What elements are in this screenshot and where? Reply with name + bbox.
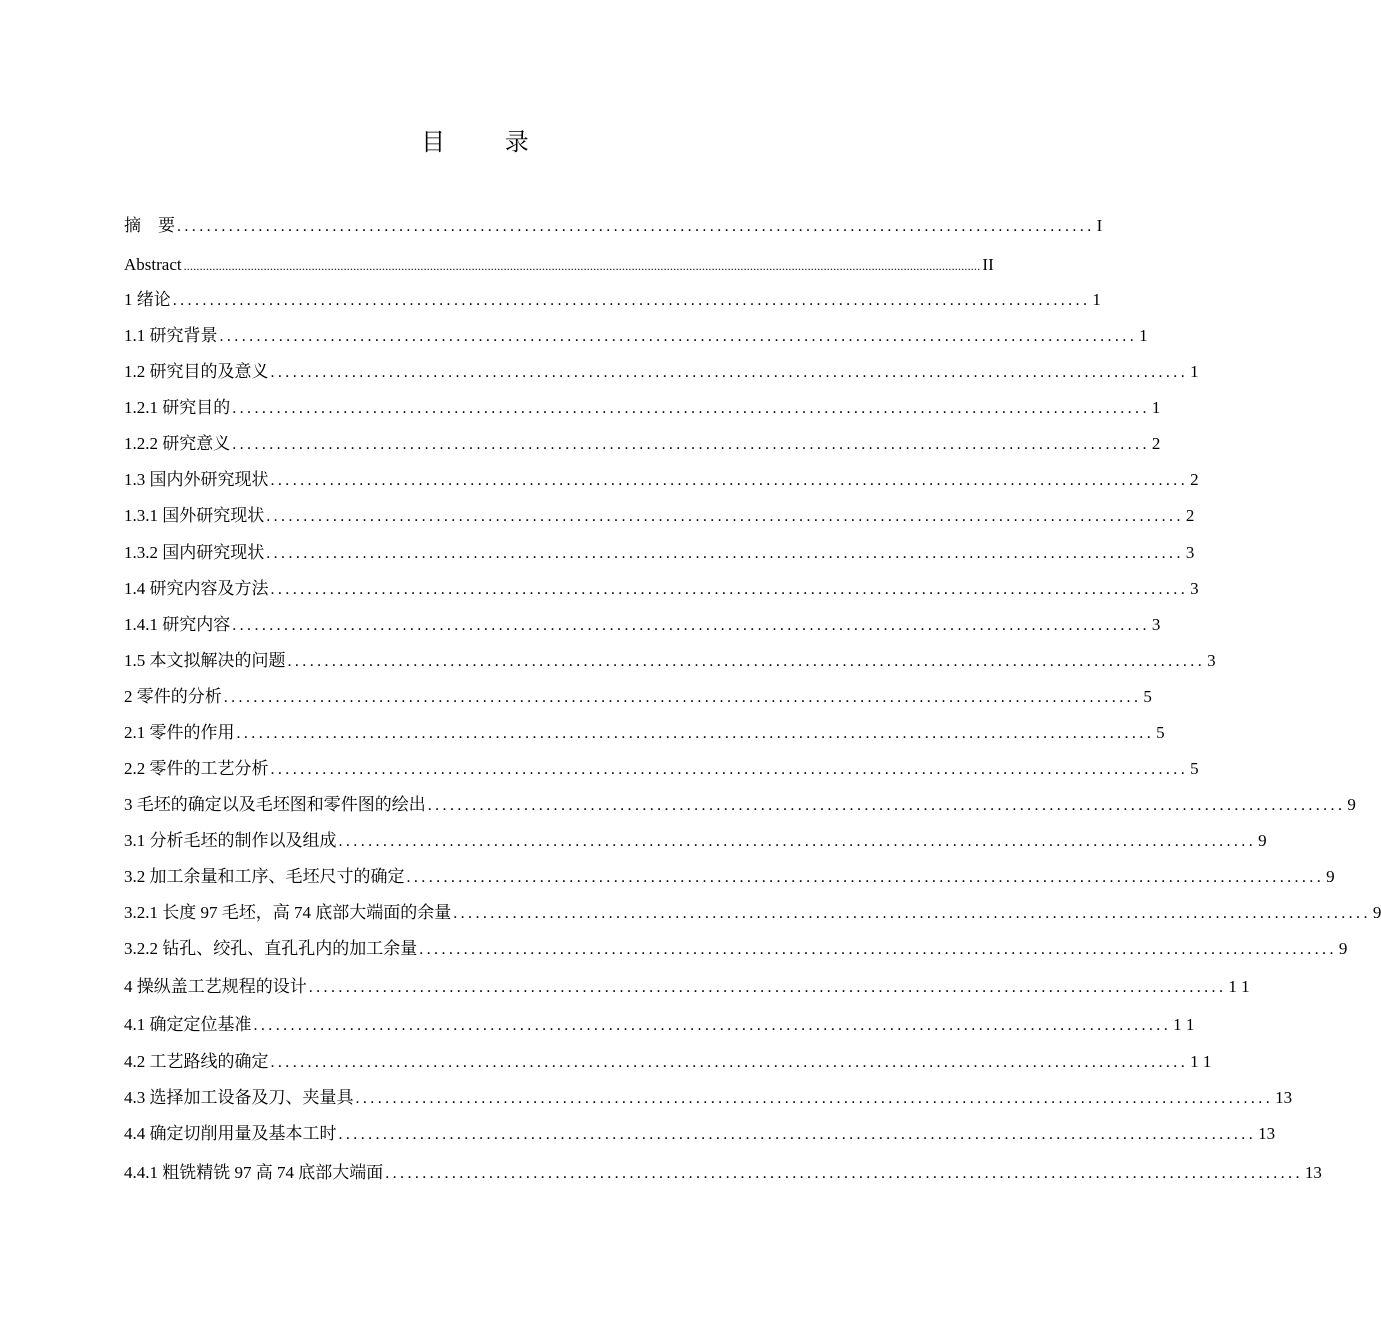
- toc-entry-label: 1.4.1 研究内容: [124, 615, 231, 634]
- toc-entry-page: 3: [1151, 615, 1161, 634]
- toc-entry-page: 1 1: [1228, 977, 1250, 996]
- toc-entry-label: 1.1 研究背景: [124, 326, 218, 345]
- toc-entry-label: 1 绪论: [124, 290, 171, 309]
- toc-entry[interactable]: [124, 1051, 1212, 1073]
- toc-leader-dots: ............................................................................................................................: [338, 1126, 1257, 1143]
- toc-entry-page: 13: [1258, 1124, 1276, 1143]
- toc-entry[interactable]: [124, 902, 1381, 924]
- toc-entry-page: 2: [1151, 434, 1161, 453]
- toc-leader-dots: ............................................................................................................................: [232, 436, 1150, 453]
- toc-entry-page: 5: [1156, 723, 1165, 742]
- toc-leader-dots: ............................................................................................................................: [232, 617, 1150, 634]
- toc-entry-label: 3.2.1 长度 97 毛坯，高 74 底部大端面的余量: [124, 903, 452, 922]
- toc-entry[interactable]: [124, 542, 1195, 564]
- toc-leader-dots: ............................................................................................................................: [453, 905, 1371, 922]
- toc-entry-label: 1.2.1 研究目的: [124, 398, 231, 417]
- toc-entry-page: 1: [1092, 290, 1101, 309]
- toc-entry-page: 9: [1258, 831, 1267, 850]
- toc-entry[interactable]: [124, 866, 1335, 888]
- toc-entry[interactable]: [124, 938, 1348, 960]
- toc-entry-label: 4.4 确定切削用量及基本工时: [124, 1124, 337, 1143]
- toc-entry-label: 3.1 分析毛坯的制作以及组成: [124, 831, 337, 850]
- toc-entry[interactable]: [124, 758, 1199, 780]
- toc-leader-dots: ............................................................................................................................: [266, 545, 1184, 562]
- toc-entry-label: 4.2 工艺路线的确定: [124, 1052, 269, 1071]
- toc-entry-page: 13: [1304, 1163, 1322, 1182]
- toc-leader-dots: ............................................................................................................................: [338, 833, 1257, 850]
- toc-leader-dots: ............................................................................................................................: [177, 218, 1095, 235]
- toc-entry-label: 1.4 研究内容及方法: [124, 579, 269, 598]
- toc-leader-dots: ............................................................................................................................: [219, 328, 1138, 345]
- toc-entry-label: 1.5 本文拟解决的问题: [124, 651, 286, 670]
- toc-entry-page: 5: [1190, 759, 1199, 778]
- toc-entry-label: 2.2 零件的工艺分析: [124, 759, 269, 778]
- toc-entry-label: 1.2.2 研究意义: [124, 434, 231, 453]
- toc-leader-dots: ............................................................................................................................: [406, 869, 1325, 886]
- toc-entry-page: 2: [1185, 506, 1195, 525]
- toc-entry-label: 1.3 国内外研究现状: [124, 470, 269, 489]
- toc-entry-page: 9: [1372, 903, 1381, 922]
- toc-entry[interactable]: [124, 1162, 1322, 1184]
- toc-entry[interactable]: [124, 361, 1199, 383]
- toc-entry-page: 1 1: [1190, 1052, 1212, 1071]
- toc-leader-dots: ............................................................................................................................: [253, 1017, 1172, 1034]
- toc-entry[interactable]: [124, 650, 1216, 672]
- toc-entry[interactable]: [124, 722, 1165, 744]
- toc-entry[interactable]: [124, 686, 1152, 708]
- toc-entry[interactable]: [124, 215, 1103, 237]
- toc-entry-label: 1.3.1 国外研究现状: [124, 506, 265, 525]
- toc-leader-dots: ............................................................................................................................: [287, 653, 1206, 670]
- toc-leader-dots: ............................................................................................................................: [419, 941, 1337, 958]
- toc-leader-dots: ............................................................................................................................: [270, 581, 1189, 598]
- toc-entry-page: 9: [1326, 867, 1335, 886]
- toc-entry-page: 2: [1190, 470, 1199, 489]
- toc-entry-label: 摘 要: [124, 216, 175, 235]
- toc-entry-page: 3: [1207, 651, 1216, 670]
- toc-entry-page: 1 1: [1173, 1015, 1195, 1034]
- toc-entry-label: Abstract: [124, 255, 182, 274]
- toc-leader-dots: ............................................................................................................................: [355, 1090, 1274, 1107]
- toc-entry[interactable]: [124, 254, 994, 276]
- toc-entry-page: 9: [1347, 795, 1356, 814]
- toc-entry[interactable]: [124, 614, 1161, 636]
- toc-entry-label: 1.2 研究目的及意义: [124, 362, 269, 381]
- toc-entry-page: 3: [1190, 579, 1199, 598]
- toc-leader-dots: ............................................................................................................................: [270, 364, 1189, 381]
- toc-leader-dots: ............................................................................................................................: [223, 689, 1142, 706]
- toc-leader-dots: ............................................................................................................................: [172, 292, 1091, 309]
- toc-entry-page: 13: [1275, 1088, 1293, 1107]
- toc-entry-page: II: [982, 255, 994, 274]
- toc-entry[interactable]: [124, 976, 1250, 998]
- toc-entry-page: 1: [1190, 362, 1199, 381]
- toc-entry-page: 9: [1338, 939, 1348, 958]
- toc-entry[interactable]: [124, 289, 1101, 311]
- toc-entry-label: 4.3 选择加工设备及刀、夹量具: [124, 1088, 354, 1107]
- toc-entry[interactable]: [124, 1014, 1195, 1036]
- toc-entry-label: 1.3.2 国内研究现状: [124, 543, 265, 562]
- toc-leader-dots: ............................................................................................................................: [385, 1165, 1303, 1182]
- toc-entry[interactable]: [124, 325, 1148, 347]
- toc-entry-label: 2 零件的分析: [124, 687, 222, 706]
- toc-leader-dots: ............................................................................................................................: [270, 761, 1189, 778]
- toc-entry[interactable]: [124, 433, 1161, 455]
- toc-entry[interactable]: [124, 469, 1199, 491]
- toc-leader-dots: ............................................................................................................................: [308, 979, 1227, 996]
- toc-leader-dots: ............................................................................................................................: [427, 797, 1346, 814]
- toc-entry-page: 5: [1143, 687, 1152, 706]
- page-title: 目 录: [421, 128, 555, 156]
- toc-entry-page: 1: [1151, 398, 1161, 417]
- toc-leader-dots: ............................................................................................................................: [270, 472, 1189, 489]
- toc-leader-dots: .........................................................................................................................................................................................................................................................: [183, 259, 981, 273]
- toc-entry[interactable]: [124, 794, 1356, 816]
- toc-leader-dots: ............................................................................................................................: [266, 508, 1184, 525]
- toc-entry-page: 1: [1139, 326, 1148, 345]
- toc-entry-page: 3: [1185, 543, 1195, 562]
- toc-entry[interactable]: [124, 397, 1161, 419]
- toc-leader-dots: ............................................................................................................................: [232, 400, 1150, 417]
- toc-entry-label: 4 操纵盖工艺规程的设计: [124, 977, 307, 996]
- toc-entry-label: 4.1 确定定位基准: [124, 1015, 252, 1034]
- toc-leader-dots: ............................................................................................................................: [236, 725, 1155, 742]
- toc-entry[interactable]: [124, 1087, 1293, 1109]
- toc-entry-label: 2.1 零件的作用: [124, 723, 235, 742]
- toc-entry[interactable]: [124, 1123, 1276, 1145]
- toc-entry[interactable]: [124, 830, 1267, 852]
- toc-entry-page: I: [1096, 216, 1103, 235]
- toc-entry-label: 3.2.2 钻孔、绞孔、直孔孔内的加工余量: [124, 939, 418, 958]
- toc-entry[interactable]: [124, 505, 1195, 527]
- toc-entry-label: 3.2 加工余量和工序、毛坯尺寸的确定: [124, 867, 405, 886]
- toc-entry[interactable]: [124, 578, 1199, 600]
- toc-entry-label: 3 毛坯的确定以及毛坯图和零件图的绘出: [124, 795, 426, 814]
- toc-entry-label: 4.4.1 粗铣精铣 97 高 74 底部大端面: [124, 1163, 384, 1182]
- toc-leader-dots: ............................................................................................................................: [270, 1054, 1189, 1071]
